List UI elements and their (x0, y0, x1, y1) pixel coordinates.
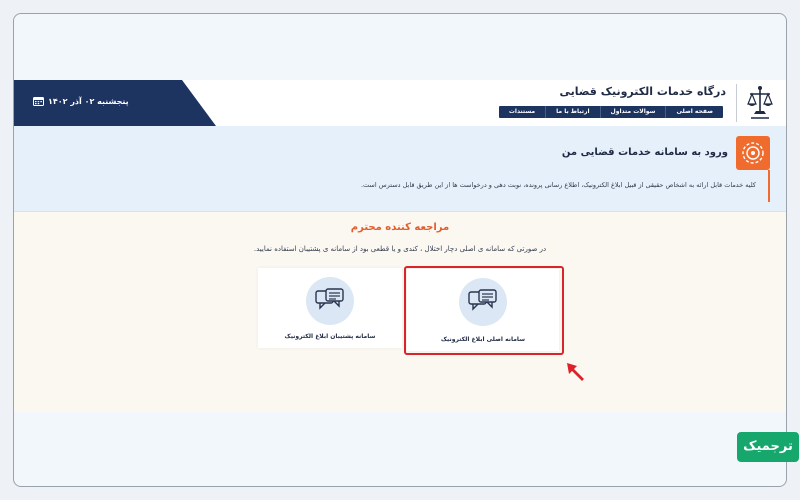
nav-documents[interactable]: مستندات (508, 108, 536, 115)
section-description: در صورتی که سامانه ی اصلی دچار اختلال ، کندی و یا قطعی بود از سامانه ی پشتیبان استفاده نمایید. (253, 245, 547, 253)
settings-gear-icon (736, 136, 770, 170)
banner-title: ورود به سامانه خدمات قضایی من (561, 147, 728, 158)
banner-icon-box (736, 136, 770, 170)
site-title: درگاه خدمات الکترونیک قضایی (559, 85, 726, 98)
current-date: پنجشنبه ۰۲ آذر ۱۴۰۲ (48, 97, 129, 106)
banner-description: کلیه خدمات قابل ارائه به اشخاص حقیقی از قبیل ابلاغ الکترونیک، اطلاع رسانی پرونده، نوبت دهی و درخواست ها از این طریق قابل دسترس است. (360, 181, 756, 189)
card-label: سامانه پشتیبان ابلاغ الکترونیک (284, 333, 376, 340)
highlight-box (404, 266, 564, 355)
logo-divider (736, 84, 737, 122)
system-selection-section (14, 212, 786, 412)
calendar-icon (33, 96, 44, 106)
judiciary-portal-page (14, 80, 786, 412)
nav-home[interactable]: صفحه اصلی (665, 106, 723, 118)
section-title: مراجعه کننده محترم (350, 222, 450, 233)
backup-e-notice-card[interactable] (258, 268, 402, 348)
chat-bubbles-icon (315, 288, 345, 314)
nav-contact[interactable]: ارتباط با ما (545, 106, 599, 118)
card-label: سامانه اصلی ابلاغ الکترونیک (440, 336, 526, 343)
site-header (14, 80, 786, 126)
card-icon-circle (306, 277, 354, 325)
brand-logo: ترجمیک (737, 432, 799, 462)
login-banner (14, 126, 786, 212)
judiciary-logo (746, 84, 774, 120)
nav-faq[interactable]: سوالات متداول (600, 106, 666, 118)
main-nav (499, 106, 723, 118)
banner-accent-line (768, 170, 770, 202)
pointer-arrow-icon (565, 361, 587, 383)
